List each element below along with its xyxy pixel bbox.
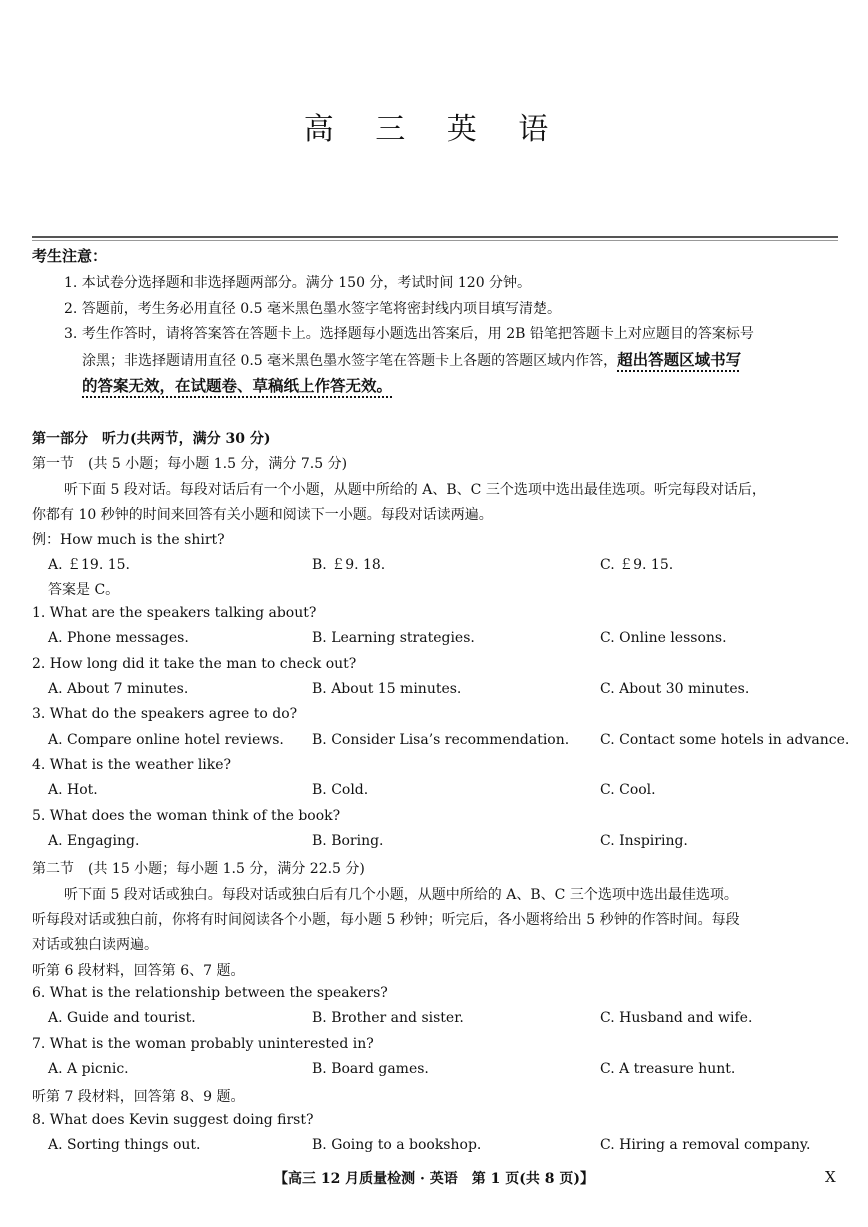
example-answer: 答案是 C。 [48,582,120,598]
question-7-option-c: C. A treasure hunt. [600,1061,736,1077]
notice-item-3-plain: 涂黑；非选择题请用直径 0.5 毫米黑色墨水签字笔在答题卡上各题的答题区域内作答， [82,353,618,369]
section2-instructions-1: 听下面 5 段对话或独白。每段对话或独白后有几个小题，从题中所给的 A、B、C 三个选项中选出最佳选项。 [64,887,738,903]
section1-heading: 第一节 (共 5 小题；每小题 1.5 分，满分 7.5 分) [32,456,348,472]
question-2: 2. How long did it take the man to check out? [32,656,357,672]
material-6-note: 听第 6 段材料，回答第 6、7 题。 [32,963,245,979]
question-3-option-b: B. Consider Lisa’s recommendation. [312,732,570,748]
question-5: 5. What does the woman think of the book? [32,808,341,824]
question-4-option-b: B. Cold. [312,782,369,798]
section1-instructions-2: 你都有 10 秒钟的时间来回答有关小题和阅读下一小题。每段对话读两遍。 [32,507,493,523]
question-6: 6. What is the relationship between the speakers? [32,985,388,1001]
section1-instructions-1: 听下面 5 段对话。每段对话后有一个小题，从题中所给的 A、B、C 三个选项中选出最佳选项。听完每段对话后， [64,482,766,498]
page-footer: 【高三 12 月质量检测 · 英语 第 1 页(共 8 页)】 [273,1171,595,1187]
question-7-option-b: B. Board games. [312,1061,429,1077]
question-5-option-b: B. Boring. [312,833,384,849]
notice-item-1: 1. 本试卷分选择题和非选择题两部分。满分 150 分，考试时间 120 分钟。 [64,275,532,291]
question-1-option-b: B. Learning strategies. [312,630,475,646]
example-option-a: A. ￡19. 15. [48,557,130,573]
page-title: 高 三 英 语 [303,112,565,147]
notice-item-3-emphasis: 超出答题区域书写 [617,351,742,369]
title-rule [32,236,838,238]
question-8-option-b: B. Going to a bookshop. [312,1137,482,1153]
question-3-option-c: C. Contact some hotels in advance. [600,732,850,748]
question-1-option-c: C. Online lessons. [600,630,727,646]
question-8: 8. What does Kevin suggest doing first? [32,1112,314,1128]
question-7: 7. What is the woman probably uninterested in? [32,1036,374,1052]
section2-heading: 第二节 (共 15 小题；每小题 1.5 分，满分 22.5 分) [32,861,365,877]
question-6-option-b: B. Brother and sister. [312,1010,464,1026]
example-option-c: C. ￡9. 15. [600,557,674,573]
question-8-option-c: C. Hiring a removal company. [600,1137,811,1153]
material-7-note: 听第 7 段材料，回答第 8、9 题。 [32,1089,245,1105]
question-5-option-a: A. Engaging. [48,833,140,849]
title-rule-thin [32,240,838,241]
question-3: 3. What do the speakers agree to do? [32,706,298,722]
example-question: 例：How much is the shirt? [32,532,225,548]
question-4: 4. What is the weather like? [32,757,232,773]
section2-instructions-3: 对话或独白读两遍。 [32,937,158,953]
question-5-option-c: C. Inspiring. [600,833,688,849]
question-2-option-c: C. About 30 minutes. [600,681,750,697]
question-1-option-a: A. Phone messages. [48,630,189,646]
question-1: 1. What are the speakers talking about? [32,605,317,621]
question-4-option-c: C. Cool. [600,782,656,798]
example-option-b: B. ￡9. 18. [312,557,386,573]
question-2-option-b: B. About 15 minutes. [312,681,462,697]
question-3-option-a: A. Compare online hotel reviews. [48,732,284,748]
notice-heading: 考生注意： [32,247,108,265]
question-2-option-a: A. About 7 minutes. [48,681,189,697]
question-8-option-a: A. Sorting things out. [48,1137,201,1153]
notice-item-3-cont [82,348,741,370]
question-7-option-a: A. A picnic. [48,1061,129,1077]
part1-heading: 第一部分 听力(共两节，满分 30 分) [32,431,271,447]
question-4-option-a: A. Hot. [48,782,98,798]
question-6-option-a: A. Guide and tourist. [48,1010,196,1026]
footer-mark: X [825,1168,836,1186]
notice-item-3: 3. 考生作答时，请将答案答在答题卡上。选择题每小题选出答案后，用 2B 铅笔把答题卡上对应题目的答案标号 [64,326,754,342]
notice-item-3-emphasis-2: 的答案无效，在试题卷、草稿纸上作答无效。 [82,377,393,395]
notice-item-2: 2. 答题前，考生务必用直径 0.5 毫米黑色墨水签字笔将密封线内项目填写清楚。 [64,301,561,317]
question-6-option-c: C. Husband and wife. [600,1010,753,1026]
notice-item-3-cont2 [82,374,392,396]
section2-instructions-2: 听每段对话或独白前，你将有时间阅读各个小题，每小题 5 秒钟；听完后，各小题将给出 5 秒钟的作答时间。每段 [32,912,740,928]
